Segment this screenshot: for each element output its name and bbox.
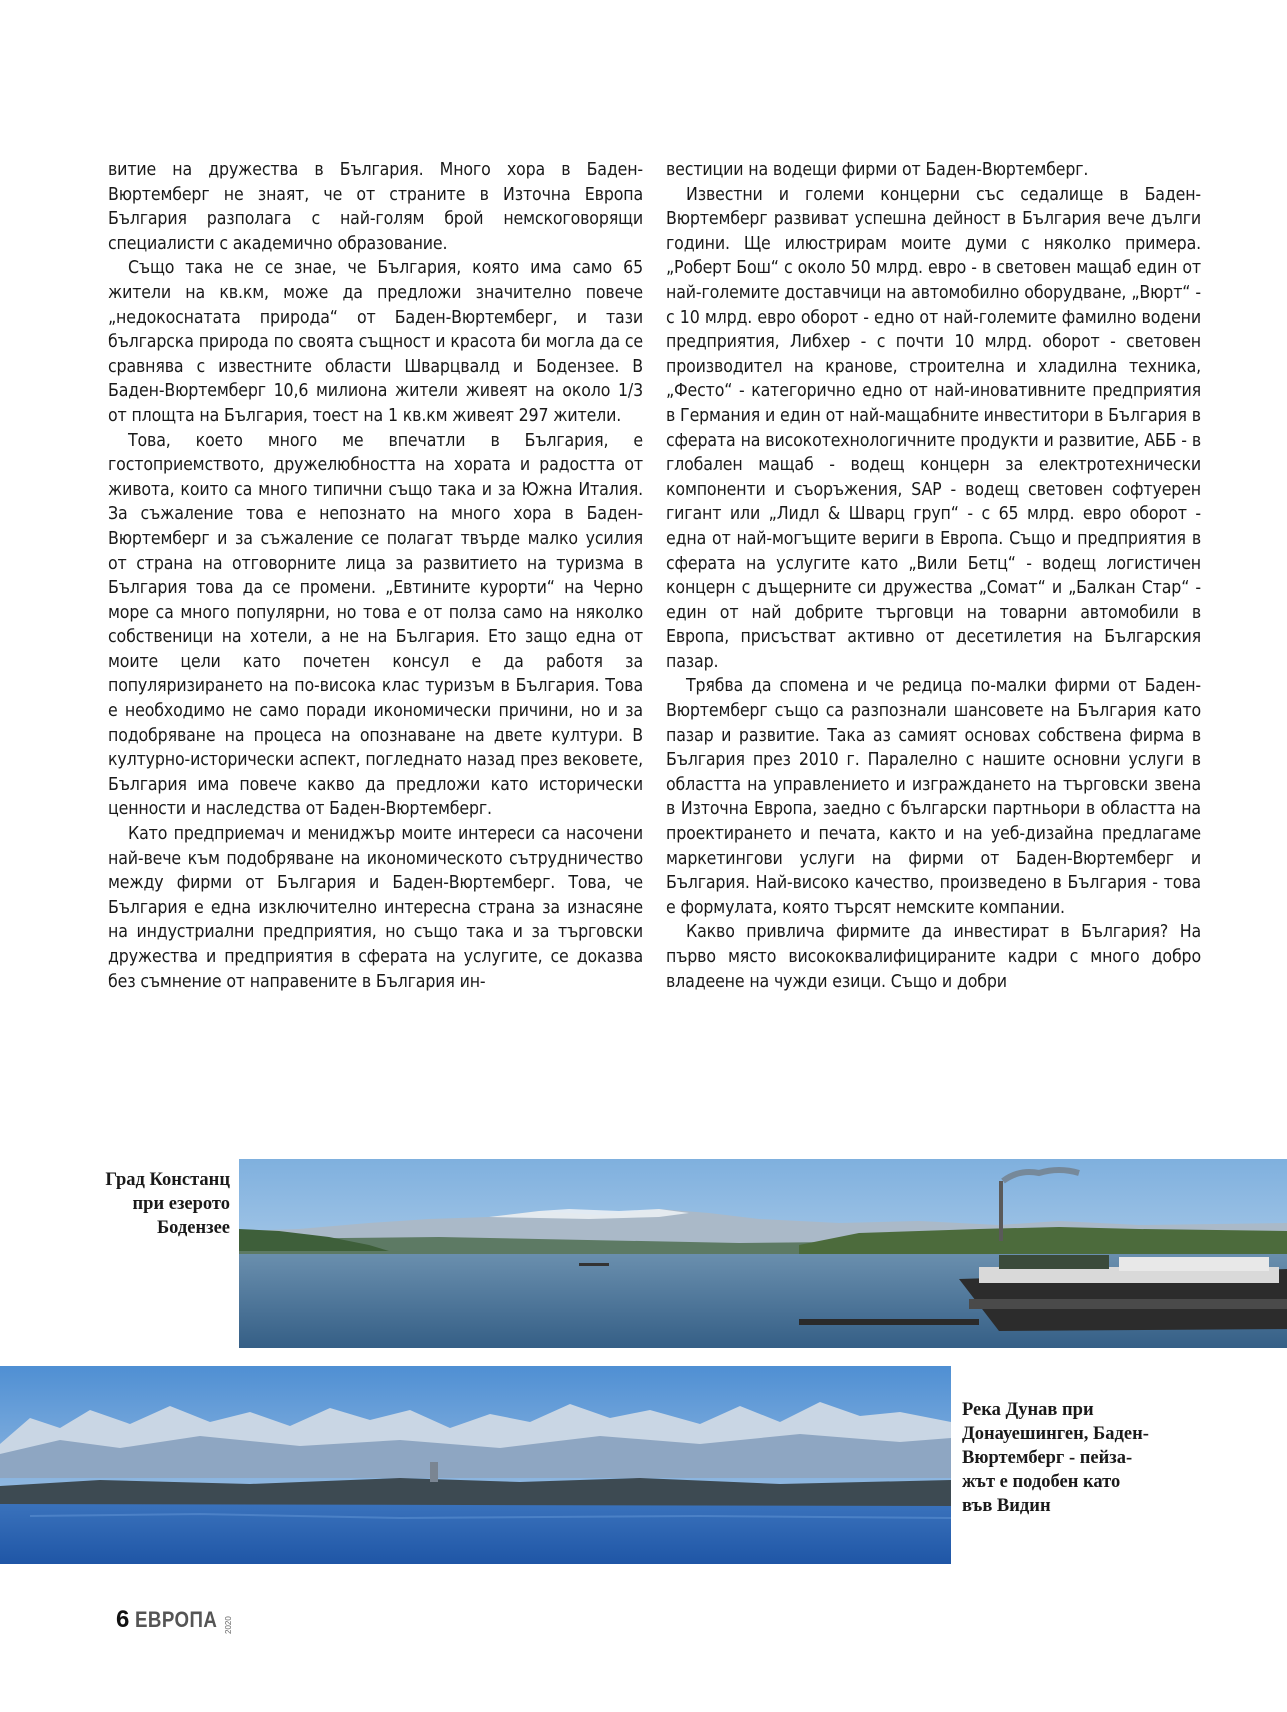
paragraph: Също така не се знае, че България, която има само 65 жители на кв.км, може да предложи значително повече „недокоснатата природа“ от Баден-Вюртемберг, и тази българска природа по своята същност и красота би могла да се сравнява с известните области Шварцвалд и Бодензее. В Баден-Вюртемберг 10,6 милиона жители живеят на около 1/3 от площта на България, тоест на 1 кв.км живеят 297 жители. (108, 258, 643, 426)
article-column-left (108, 158, 643, 994)
magazine-logo-side-text: 2020 (224, 1616, 234, 1634)
page-footer (116, 1604, 234, 1634)
caption-line: Вюртемберг - пейза- (962, 1448, 1133, 1468)
paragraph: вестиции на водещи фирми от Баден-Вюртемберг. (666, 160, 1089, 180)
caption-line: във Видин (962, 1496, 1051, 1516)
caption-line: Донауешинген, Баден- (962, 1424, 1149, 1444)
page-number: 6 (116, 1606, 130, 1633)
caption-line: жът е подобен като (962, 1472, 1121, 1492)
paragraph: Какво привлича фирмите да инвестират в България? На първо място висококвалифицираните кадри с много добро владеене на чужди езици. Също и добри (666, 922, 1201, 992)
paragraph: витие на дружества в България. Много хора в Баден-Вюртемберг не знаят, че от страните в Източна Европа България разполага с най-голям брой немскоговорящи специалисти с академично образование. (108, 160, 643, 254)
caption-line: Бодензее (156, 1218, 230, 1238)
caption-line: Река Дунав при (962, 1400, 1094, 1420)
photo-caption-bottom (962, 1398, 1262, 1518)
paragraph: Това, което много ме впечатли в България, е гостоприемството, дружелюбността на хората и радостта от живота, които са много типични също така и за Южна Италия. За съжаление това е непознато на много хора в Баден-Вюртемберг и за съжаление се полагат твърде малко усилия от страна на отговорните лица за развитието на туризма в България това да се промени. „Евтините курорти“ на Черно море са много популярни, но това е от полза само на няколко собственици на хотели, а не на България. Ето защо една от моите цели като почетен консул е да работя за популяризирането на по-висока клас туризъм в България. Това е необходимо не само поради икономически причини, но и за подобряване на процеса на опознаване на двете култури. В културно-исторически аспект, погледнато назад през вековете, България има повече какво да предложи като исторически ценности и наследства от Баден-Вюртемберг. (108, 430, 643, 820)
photo-caption-top (40, 1168, 230, 1240)
magazine-logo: ЕВРОПА (135, 1607, 218, 1632)
photo-lake-panorama (0, 1366, 951, 1564)
article-column-right (666, 158, 1201, 994)
caption-line: Град Констанц (105, 1170, 230, 1190)
photo-river-panorama (239, 1159, 1287, 1348)
caption-line: при езерото (132, 1194, 230, 1214)
paragraph: Като предприемач и мениджър моите интереси са насочени най-вече към подобряване на икономическото сътрудничество между фирми от България и Баден-Вюртемберг. Това, че България е една изключително интересна страна за изнасяне на индустриални предприятия, но също така и за търговски дружества и предприятия в сферата на услугите, се доказва без съмнение от направените в България ин- (108, 824, 643, 992)
paragraph: Известни и големи концерни със седалище в Баден-Вюртемберг развиват успешна дейност в България вече дълги години. Ще илюстрирам моите думи с няколко примера. „Роберт Бош“ с около 50 млрд. евро - в световен мащаб един от най-големите доставчици на автомобилно оборудване, „Вюрт“ - с 10 млрд. евро оборот - едно от най-големите фамилно водени предприятия, Либхер - с почти 10 млрд. оборот - световен производител на кранове, строителна и хладилна техника, „Фесто“ - категорично едно от най-иновативните предприятия в Германия и един от най-мащабните инвеститори в България в сферата на високотехнологичните продукти и развитие, АББ - в глобален мащаб - водещ концерн за електротехнически компоненти и съоръжения, SAP - водещ световен софтуерен гигант или „Лидл & Шварц груп“ - с 65 млрд. евро оборот - една от най-могъщите вериги в Европа. Също и предприятия в сферата на услугите като „Вили Бетц“ - водещ логистичен концерн с дъщерните си дружества „Сомат“ и „Балкан Стар“ - един от най добрите търговци на товарни автомобили в Европа, присъстват активно от десетилетия на Българския пазар. (666, 184, 1201, 672)
paragraph: Трябва да спомена и че редица по-малки фирми от Баден-Вюртемберг също са разпознали шансовете на България като пазар и развитие. Така аз самият основах собствена фирма в България през 2010 г. Паралелно с нашите основни услуги в областта на управлението и изграждането на търговски звена в Източна Европа, заедно с български партньори в областта на проектирането и печата, както и на уеб-дизайна предлагаме маркетингови услуги на фирми от Баден-Вюртемберг и България. Най-високо качество, произведено в България - това е формулата, която търсят немските компании. (666, 676, 1201, 918)
